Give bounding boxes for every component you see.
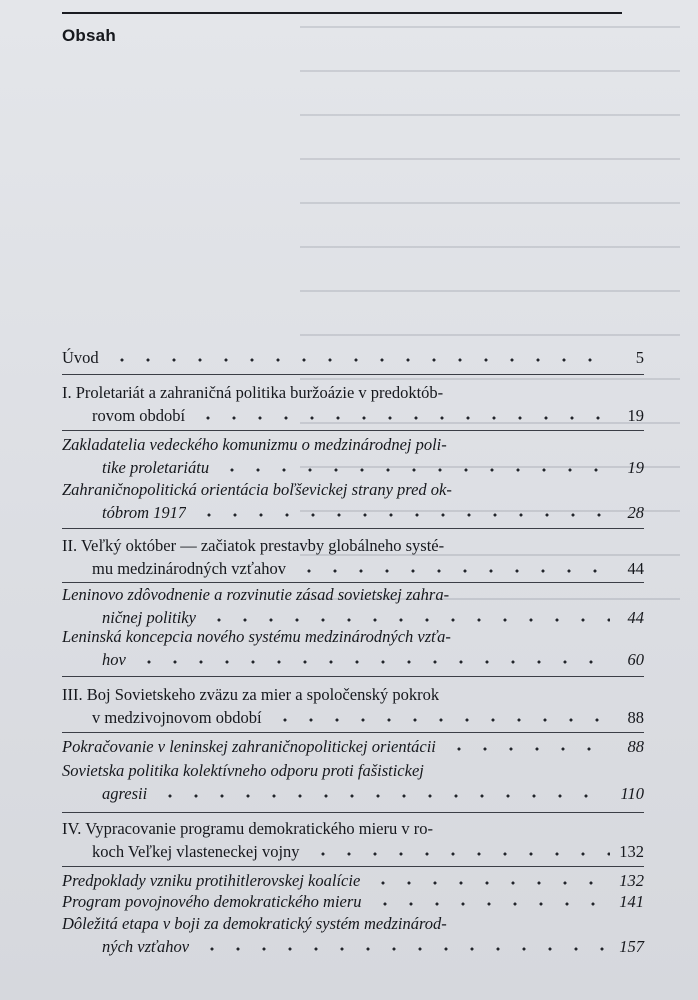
entry-text: III. Boj Sovietskeho zväzu za mier a spoločenský pokrok (62, 685, 440, 704)
entry-text-cont: koch Veľkej vlasteneckej vojny (92, 842, 300, 861)
entry-text: Leninská koncepcia nového systému medzinárodných vzťa- (62, 627, 451, 646)
entry-text: Zahraničnopolitická orientácia boľševickej strany pred ok- (62, 480, 452, 499)
dot-leader (105, 357, 610, 363)
top-rule (62, 12, 622, 14)
page-number: 132 (619, 871, 644, 890)
page-number: 19 (627, 406, 644, 425)
page-number: 19 (627, 458, 644, 477)
page-number: 132 (619, 842, 644, 861)
dot-leader (292, 568, 610, 574)
dot-leader (191, 415, 610, 421)
page-number: 44 (627, 559, 644, 578)
section-divider (62, 676, 644, 677)
entry-text: Sovietska politika kolektívneho odporu proti fašistickej (62, 761, 424, 780)
entry-text-cont: v medzivojnovom období (92, 708, 262, 727)
subsection-divider (62, 732, 644, 733)
section-divider (62, 812, 644, 813)
dot-leader (202, 617, 610, 623)
entry-text: Leninovo zdôvodnenie a rozvinutie zásad sovietskej zahra- (62, 585, 450, 604)
entry-text: I. Proletariát a zahraničná politika buržoázie v predoktób- (62, 383, 444, 402)
toc-subentry (62, 869, 644, 892)
subsection-divider (62, 430, 644, 431)
toc-subentry (62, 890, 644, 913)
toc-chapter-1 (62, 381, 644, 427)
toc-chapter-3 (62, 683, 644, 729)
toc-subentry (62, 912, 644, 958)
subsection-divider (62, 866, 644, 867)
entry-text: Dôležitá etapa v boji za demokratický systém medzinárod- (62, 914, 447, 933)
dot-leader (132, 659, 610, 665)
entry-text-cont: agresii (102, 784, 148, 803)
entry-text: Pokračovanie v leninskej zahraničnopolitickej orientácii (62, 737, 436, 756)
toc-chapter-4 (62, 817, 644, 863)
toc-entry-uvod (62, 346, 644, 369)
dot-leader (192, 512, 610, 518)
page-number: 28 (627, 503, 644, 522)
dot-leader (306, 851, 610, 857)
entry-text-cont: hov (102, 650, 126, 669)
dot-leader (195, 946, 610, 952)
page-title: Obsah (62, 26, 116, 45)
dot-leader (366, 880, 610, 886)
page-number: 88 (627, 737, 644, 756)
entry-text-cont: rovom období (92, 406, 186, 425)
toc-subentry (62, 759, 644, 805)
toc-subentry (62, 478, 644, 524)
toc-chapter-2 (62, 534, 644, 580)
page-number: 110 (620, 784, 644, 803)
entry-text: Program povojnového demokratického mieru (62, 892, 362, 911)
section-divider (62, 374, 644, 375)
page-number: 5 (635, 348, 644, 367)
toc-subentry (62, 433, 644, 479)
toc-subentry (62, 625, 644, 671)
page-number: 88 (627, 708, 644, 727)
page-number: 141 (619, 892, 644, 911)
page-number: 44 (627, 608, 644, 627)
page-number: 157 (619, 937, 644, 956)
entry-text-cont: tóbrom 1917 (102, 503, 187, 522)
page-number: 60 (627, 650, 644, 669)
entry-text-cont: tike proletariátu (102, 458, 210, 477)
entry-text-cont: mu medzinárodných vzťahov (92, 559, 286, 578)
toc-subentry (62, 735, 644, 758)
entry-text: Zakladatelia vedeckého komunizmu o medzinárodnej poli- (62, 435, 447, 454)
toc-subentry (62, 583, 644, 629)
entry-text: Úvod (62, 348, 99, 367)
dot-leader (153, 793, 610, 799)
entry-text: II. Veľký október — začiatok prestavby globálneho systé- (62, 536, 445, 555)
dot-leader (442, 746, 610, 752)
dot-leader (368, 901, 610, 907)
section-divider (62, 528, 644, 529)
entry-text-cont: ničnej politiky (102, 608, 196, 627)
dot-leader (215, 467, 610, 473)
entry-text: Predpoklady vzniku protihitlerovskej koalície (62, 871, 361, 890)
entry-text: IV. Vypracovanie programu demokratického mieru v ro- (62, 819, 433, 838)
dot-leader (268, 717, 610, 723)
entry-text-cont: ných vzťahov (102, 937, 190, 956)
